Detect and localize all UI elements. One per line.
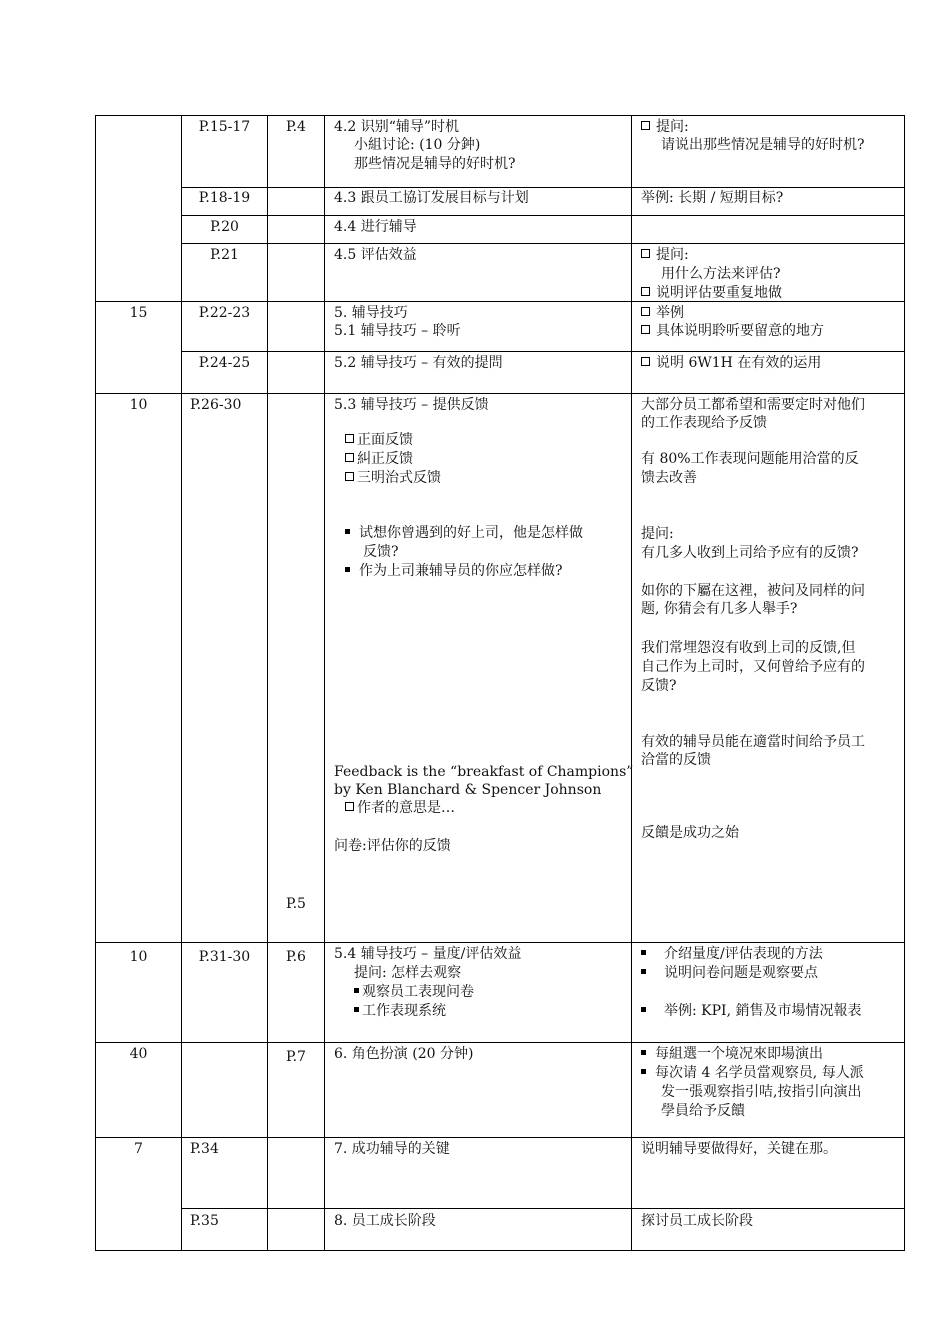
page-ref-cell: P.31-30 <box>198 949 251 965</box>
page-ref-cell: P.24-25 <box>198 355 251 371</box>
quote-line: Feedback is the “breakfast of Champions” <box>334 764 634 780</box>
handout-ref-cell: P.7 <box>286 1049 306 1065</box>
page-ref-cell: P.21 <box>210 247 239 263</box>
notes-bullet-item <box>641 1064 864 1082</box>
checkbox-icon <box>345 434 354 443</box>
row-divider <box>95 393 905 394</box>
row-divider <box>95 1137 905 1138</box>
bullet-icon <box>641 1069 646 1074</box>
content-bullet-item <box>354 1002 446 1020</box>
bullet-icon <box>345 529 350 534</box>
content-bullet-item <box>354 983 474 1001</box>
checkbox-icon <box>345 472 354 481</box>
checkbox-icon <box>641 249 650 258</box>
notes-line: 题, 你猜会有几多人舉手? <box>641 601 798 617</box>
row-divider <box>181 243 905 244</box>
notes-text: 提问: <box>656 119 689 135</box>
minutes-cell: 7 <box>134 1141 143 1157</box>
checklist-text: 作者的意思是… <box>357 800 455 816</box>
checkbox-icon <box>641 121 650 130</box>
notes-bullet-item <box>641 964 818 982</box>
notes-line: 洽當的反馈 <box>641 752 711 768</box>
content-heading: 4.4 进行辅导 <box>334 219 417 235</box>
notes-checkbox-item <box>641 322 824 340</box>
row-divider <box>95 942 905 943</box>
content-heading: 5.4 辅导技巧 – 量度/评估效益 <box>334 946 522 962</box>
checkbox-icon <box>641 287 650 296</box>
content-heading: 8. 员工成长阶段 <box>334 1213 436 1229</box>
content-heading: 7. 成功辅导的关键 <box>334 1141 450 1157</box>
notes-bullet-item <box>641 1045 823 1063</box>
bullet-text: 作为上司兼辅导员的你应怎样做? <box>359 563 563 579</box>
content-heading: 5. 辅导技巧 <box>334 305 408 321</box>
notes-text: 说明评估要重复地做 <box>656 285 782 301</box>
content-line: 5.1 辅导技巧 – 聆听 <box>334 323 461 339</box>
notes-text: 每組選一个境况來即場演出 <box>655 1046 823 1062</box>
content-bullet-item <box>345 524 583 542</box>
content-heading: 4.3 跟员工協订发展目标与计划 <box>334 190 529 206</box>
row-divider <box>181 1208 905 1209</box>
checkbox-icon <box>641 357 650 366</box>
notes-line: 说明辅导要做得好，关键在那。 <box>641 1141 837 1157</box>
content-checklist-item <box>345 450 413 468</box>
checklist-text: 糾正反馈 <box>357 451 413 467</box>
row-divider <box>181 215 905 216</box>
minutes-cell: 40 <box>129 1046 148 1062</box>
notes-line: 探讨员工成长阶段 <box>641 1213 753 1229</box>
handout-ref-cell: P.6 <box>286 949 306 965</box>
page-ref-cell: P.22-23 <box>198 305 251 321</box>
checklist-text: 正面反馈 <box>357 432 413 448</box>
minutes-cell: 15 <box>129 305 148 321</box>
content-line: 那些情况是辅导的好时机? <box>354 156 516 172</box>
row-divider <box>95 1042 905 1043</box>
notes-text: 说明问卷问题是观察要点 <box>664 965 818 981</box>
notes-text: 举例: KPI, 銷售及市場情况報表 <box>664 1003 862 1019</box>
notes-bullet-continuation: 发一張观察指引咭,按指引向演出 <box>661 1084 862 1100</box>
bullet-icon <box>641 950 646 955</box>
page-ref-cell: P.35 <box>190 1213 219 1229</box>
page-ref-cell: P.34 <box>190 1141 219 1157</box>
table-column-divider <box>181 115 182 1251</box>
notes-checkbox-item <box>641 284 782 302</box>
content-checklist-item <box>345 469 441 487</box>
checklist-text: 三明治式反馈 <box>357 470 441 486</box>
notes-line: 如你的下屬在这裡，被问及同样的问 <box>641 583 865 599</box>
checkbox-icon <box>345 802 354 811</box>
checkbox-icon <box>641 325 650 334</box>
bullet-icon <box>641 969 646 974</box>
bullet-icon <box>345 567 350 572</box>
table-column-divider <box>631 115 632 1251</box>
content-checklist-item <box>345 431 413 449</box>
notes-checkbox-item <box>641 246 689 264</box>
checkbox-icon <box>641 307 650 316</box>
notes-line: 自己作为上司时，又何曾给予应有的 <box>641 659 865 675</box>
bullet-icon <box>354 988 359 993</box>
checkbox-icon <box>345 453 354 462</box>
notes-text: 具体说明聆听要留意的地方 <box>656 323 824 339</box>
content-heading: 5.2 辅导技巧 – 有效的提問 <box>334 355 503 371</box>
notes-line: 我们常埋怨沒有收到上司的反馈,但 <box>641 640 856 656</box>
content-heading: 4.5 评估效益 <box>334 247 417 263</box>
content-heading: 6. 角色扮演 (20 分钟) <box>334 1046 474 1062</box>
bullet-icon <box>354 1007 359 1012</box>
notes-line: 大部分员工都希望和需要定时对他们 <box>641 397 865 413</box>
notes-bullet-item <box>641 1002 861 1020</box>
notes-line: 馈去改善 <box>641 470 697 486</box>
notes-line: 提问: <box>641 526 674 542</box>
table-column-divider <box>324 115 325 1251</box>
notes-checkbox-item <box>641 118 689 136</box>
content-bullet-item <box>345 562 563 580</box>
content-checklist-item <box>345 799 455 817</box>
handout-ref-cell: P.5 <box>286 896 306 912</box>
notes-checkbox-item <box>641 304 684 322</box>
table-border-bottom <box>95 1250 905 1251</box>
minutes-cell: 10 <box>129 397 148 413</box>
row-divider <box>95 301 905 302</box>
notes-line: 用什么方法来评估? <box>661 266 781 282</box>
notes-text: 举例 <box>656 305 684 321</box>
page-ref-cell: P.15-17 <box>198 119 251 135</box>
notes-text: 每次请 4 名学员當观察员, 每人派 <box>655 1065 864 1081</box>
notes-bullet-continuation: 學員给予反饋 <box>661 1103 745 1119</box>
row-divider <box>181 187 905 188</box>
content-heading: 4.2 识别“辅导”时机 <box>334 119 460 135</box>
notes-line: 有效的辅导员能在適當时间给予员工 <box>641 734 865 750</box>
handout-ref-cell: P.4 <box>286 119 306 135</box>
bullet-text: 观察员工表现问卷 <box>362 984 474 1000</box>
notes-checkbox-item <box>641 354 821 372</box>
survey-line: 问卷:评估你的反馈 <box>334 838 451 854</box>
notes-line: 反馈? <box>641 678 677 694</box>
notes-line: 请说出那些情况是辅导的好时机? <box>661 137 865 153</box>
notes-text: 提问: <box>656 247 689 263</box>
table-border-left <box>95 115 96 1251</box>
table-column-divider <box>267 115 268 1251</box>
minutes-cell: 10 <box>129 949 148 965</box>
bullet-text: 试想你曾遇到的好上司，他是怎样做 <box>359 525 583 541</box>
notes-line: 反饋是成功之始 <box>641 825 739 841</box>
row-divider <box>181 351 905 352</box>
content-line: 小組讨论: (10 分鈡) <box>354 137 481 153</box>
quote-line: by Ken Blanchard & Spencer Johnson <box>334 782 602 798</box>
bullet-text: 工作表现系统 <box>362 1003 446 1019</box>
notes-line: 有几多人收到上司给予应有的反馈? <box>641 545 859 561</box>
notes-line: 举例: 长期 / 短期目标? <box>641 190 784 206</box>
notes-text: 介绍量度/评估表现的方法 <box>664 946 823 962</box>
notes-bullet-item <box>641 945 823 963</box>
table-border-top <box>95 115 905 116</box>
content-line: 提问: 怎样去观察 <box>354 965 462 981</box>
content-bullet-continuation: 反馈? <box>363 544 399 560</box>
notes-line: 有 80%工作表现问题能用洽當的反 <box>641 451 859 467</box>
table-border-right <box>904 115 905 1251</box>
page-ref-cell: P.20 <box>210 219 239 235</box>
bullet-icon <box>641 1007 646 1012</box>
content-heading: 5.3 辅导技巧 – 提供反馈 <box>334 397 489 413</box>
notes-text: 说明 6W1H 在有效的运用 <box>656 355 822 371</box>
page-ref-cell: P.18-19 <box>198 190 251 206</box>
bullet-icon <box>641 1050 646 1055</box>
notes-line: 的工作表现给予反馈 <box>641 415 767 431</box>
page-ref-cell: P.26-30 <box>190 397 242 413</box>
